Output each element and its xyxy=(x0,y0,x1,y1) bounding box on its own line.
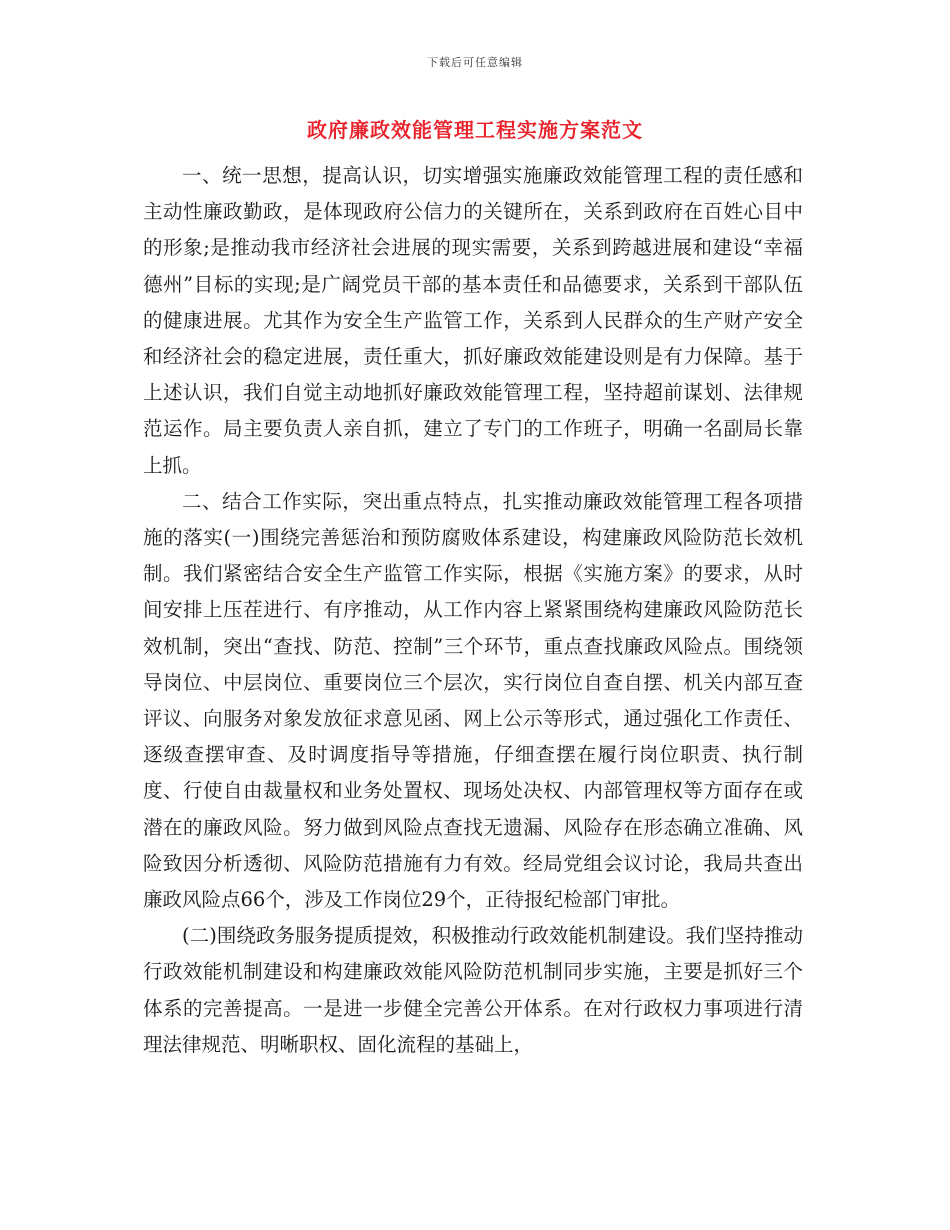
paragraph-1: 一、统一思想，提高认识，切实增强实施廉政效能管理工程的责任感和主动性廉政勤政，是体现政府公信力的关键所在，关系到政府在百姓心目中的形象;是推动我市经济社会进展的现实需要，关系到跨越进展和建设“幸福德州”目标的实现;是广阔党员干部的基本责任和品德要求，关系到干部队伍的健康进展。尤其作为安全生产监管工作，关系到人民群众的生产财产安全和经济社会的稳定进展，责任重大，抓好廉政效能建设则是有力保障。基于上述认识，我们自觉主动地抓好廉政效能管理工程，坚持超前谋划、法律规范运作。局主要负责人亲自抓，建立了专门的工作班子，明确一名副局长靠上抓。 xyxy=(143,164,803,477)
paragraph-3: (二)围绕政务服务提质提效，积极推动行政效能机制建设。我们坚持推动行政效能机制建设和构建廉政效能风险防范机制同步实施，主要是抓好三个体系的完善提高。一是进一步健全完善公开体系。在对行政权力事项进行清理法律规范、明晰职权、固化流程的基础上， xyxy=(143,924,803,1056)
document-title: 政府廉政效能管理工程实施方案范文 xyxy=(307,118,643,142)
header-note: 下载后可任意编辑 xyxy=(427,56,523,69)
document-body xyxy=(143,158,803,1063)
paragraph-2: 二、结合工作实际，突出重点特点，扎实推动廉政效能管理工程各项措施的落实(一)围绕完善惩治和预防腐败体系建设，构建廉政风险防范长效机制。我们紧密结合安全生产监管工作实际，根据《实施方案》的要求，从时间安排上压茬进行、有序推动，从工作内容上紧紧围绕构建廉政风险防范长效机制，突出“查找、防范、控制”三个环节，重点查找廉政风险点。围绕领导岗位、中层岗位、重要岗位三个层次，实行岗位自查自摆、机关内部互查评议、向服务对象发放征求意见函、网上公示等形式，通过强化工作责任、逐级查摆审查、及时调度指导等措施，仔细查摆在履行岗位职责、执行制度、行使自由裁量权和业务处置权、现场处决权、内部管理权等方面存在或潜在的廉政风险。努力做到风险点查找无遗漏、风险存在形态确立准确、风险致因分析透彻、风险防范措施有力有效。经局党组会议讨论，我局共查出廉政风险点66个，涉及工作岗位29个，正待报纪检部门审批。 xyxy=(143,489,803,912)
